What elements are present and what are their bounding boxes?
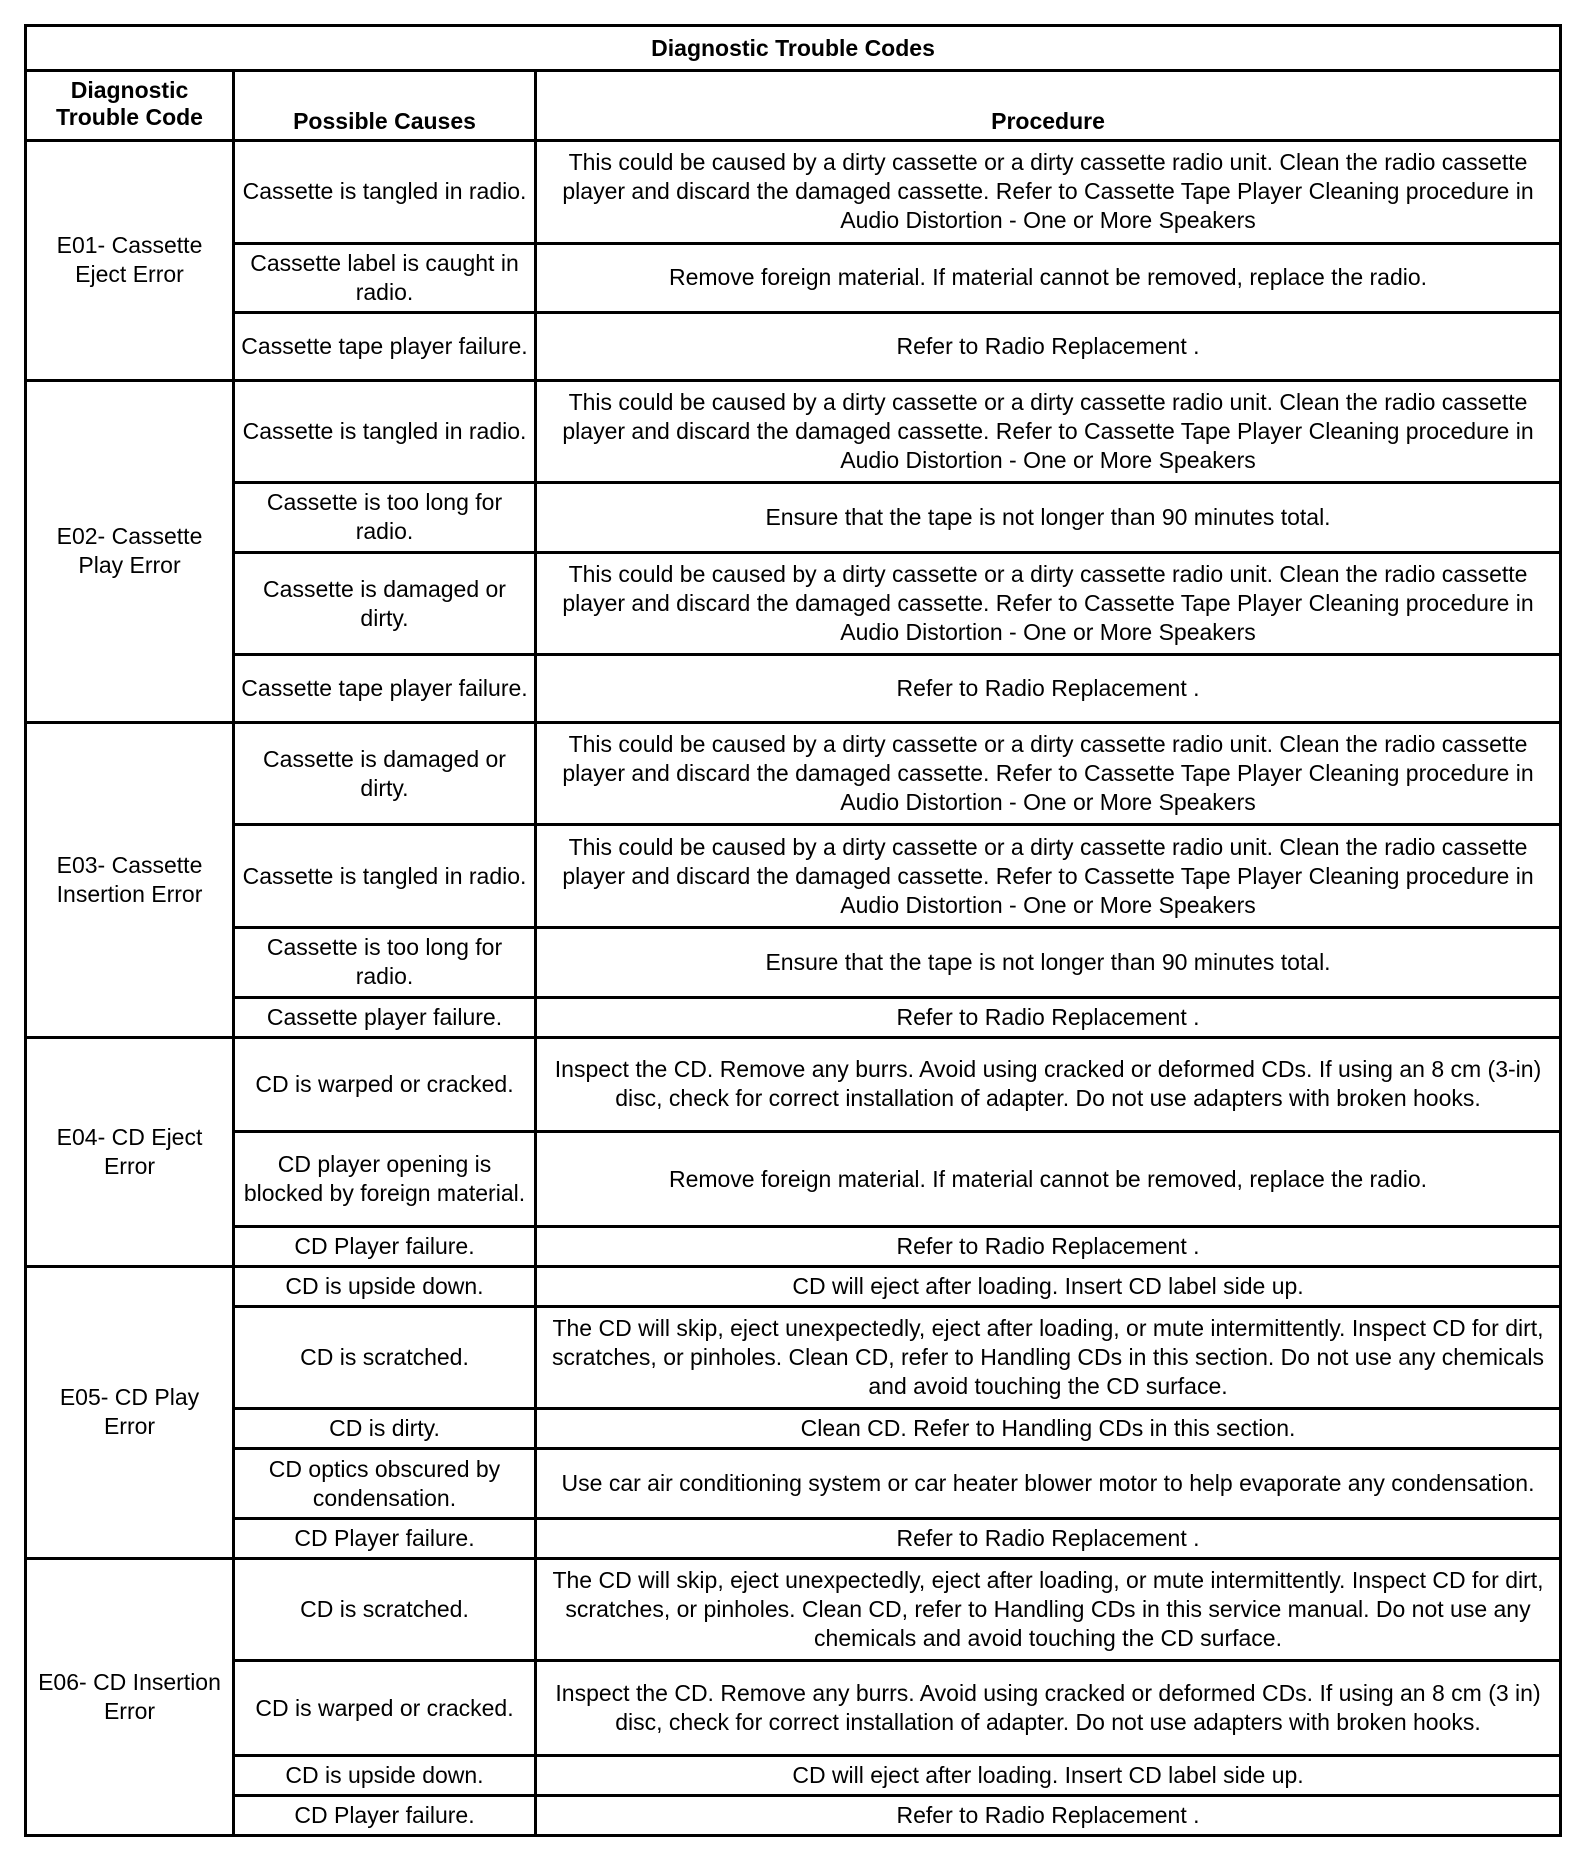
table-row (26, 1796, 1561, 1836)
table-row (26, 825, 1561, 928)
table-row (26, 313, 1561, 380)
possible-cause-cell: Cassette is too long for radio. (234, 928, 536, 998)
table-row (26, 1409, 1561, 1449)
procedure-cell: Ensure that the tape is not longer than 90 minutes total. (536, 928, 1561, 998)
possible-cause-cell: CD is scratched. (234, 1306, 536, 1409)
procedure-cell: This could be caused by a dirty cassette or a dirty cassette radio unit. Clean the radio cassette player and discard the damaged cassette. Refer to Cassette Tape Player Cleaning procedure in Audio Distortion - One or More Speakers (536, 552, 1561, 655)
procedure-cell: Refer to Radio Replacement . (536, 1226, 1561, 1266)
column-header-code: Diagnostic Trouble Code (26, 71, 234, 141)
dtc-code-cell: E02- Cassette Play Error (26, 380, 234, 722)
column-header-causes: Possible Causes (234, 71, 536, 141)
possible-cause-cell: CD is upside down. (234, 1756, 536, 1796)
possible-cause-cell: CD optics obscured by condensation. (234, 1449, 536, 1519)
table-row (26, 928, 1561, 998)
possible-cause-cell: Cassette player failure. (234, 997, 536, 1037)
table-row (26, 655, 1561, 722)
procedure-cell: Refer to Radio Replacement . (536, 655, 1561, 722)
dtc-code-cell: E03- Cassette Insertion Error (26, 722, 234, 1037)
procedure-cell: Remove foreign material. If material cannot be removed, replace the radio. (536, 1132, 1561, 1227)
possible-cause-cell: Cassette is tangled in radio. (234, 825, 536, 928)
procedure-cell: This could be caused by a dirty cassette or a dirty cassette radio unit. Clean the radio cassette player and discard the damaged cassette. Refer to Cassette Tape Player Cleaning procedure in Audio Distortion - One or More Speakers (536, 722, 1561, 825)
table-title: Diagnostic Trouble Codes (26, 26, 1561, 71)
dtc-code-cell: E01- Cassette Eject Error (26, 141, 234, 381)
procedure-cell: Use car air conditioning system or car heater blower motor to help evaporate any condensation. (536, 1449, 1561, 1519)
possible-cause-cell: Cassette label is caught in radio. (234, 243, 536, 313)
table-row (26, 1518, 1561, 1558)
dtc-code-cell: E05- CD Play Error (26, 1266, 234, 1558)
procedure-cell: CD will eject after loading. Insert CD label side up. (536, 1266, 1561, 1306)
table-row (26, 380, 1561, 483)
possible-cause-cell: Cassette is tangled in radio. (234, 141, 536, 244)
procedure-cell: CD will eject after loading. Insert CD label side up. (536, 1756, 1561, 1796)
possible-cause-cell: Cassette is too long for radio. (234, 483, 536, 553)
procedure-cell: This could be caused by a dirty cassette or a dirty cassette radio unit. Clean the radio cassette player and discard the damaged cassette. Refer to Cassette Tape Player Cleaning procedure in Audio Distortion - One or More Speakers (536, 380, 1561, 483)
possible-cause-cell: Cassette tape player failure. (234, 313, 536, 380)
table-body (26, 141, 1561, 1836)
possible-cause-cell: Cassette is damaged or dirty. (234, 722, 536, 825)
table-row (26, 1306, 1561, 1409)
procedure-cell: Refer to Radio Replacement . (536, 1796, 1561, 1836)
table-row (26, 1226, 1561, 1266)
table-title-row (26, 26, 1561, 71)
possible-cause-cell: Cassette tape player failure. (234, 655, 536, 722)
table-header (26, 26, 1561, 141)
procedure-cell: Remove foreign material. If material cannot be removed, replace the radio. (536, 243, 1561, 313)
table-row (26, 141, 1561, 244)
table-row (26, 1558, 1561, 1661)
possible-cause-cell: CD is warped or cracked. (234, 1037, 536, 1132)
possible-cause-cell: CD Player failure. (234, 1518, 536, 1558)
table-row (26, 552, 1561, 655)
table-row (26, 997, 1561, 1037)
possible-cause-cell: CD is dirty. (234, 1409, 536, 1449)
table-row (26, 1132, 1561, 1227)
procedure-cell: Inspect the CD. Remove any burrs. Avoid using cracked or deformed CDs. If using an 8 cm (3-in) disc, check for correct installation of adapter. Do not use adapters with broken hooks. (536, 1037, 1561, 1132)
possible-cause-cell: CD player opening is blocked by foreign material. (234, 1132, 536, 1227)
procedure-cell: Refer to Radio Replacement . (536, 1518, 1561, 1558)
procedure-cell: Refer to Radio Replacement . (536, 313, 1561, 380)
dtc-code-cell: E06- CD Insertion Error (26, 1558, 234, 1835)
column-header-row (26, 71, 1561, 141)
possible-cause-cell: Cassette is damaged or dirty. (234, 552, 536, 655)
table-row (26, 1266, 1561, 1306)
table-row (26, 1756, 1561, 1796)
table-row (26, 243, 1561, 313)
procedure-cell: The CD will skip, eject unexpectedly, eject after loading, or mute intermittently. Inspect CD for dirt, scratches, or pinholes. Clean CD, refer to Handling CDs in this service manual. Do not use any chemicals and avoid touching the CD surface. (536, 1558, 1561, 1661)
procedure-cell: Clean CD. Refer to Handling CDs in this section. (536, 1409, 1561, 1449)
possible-cause-cell: CD is scratched. (234, 1558, 536, 1661)
procedure-cell: Ensure that the tape is not longer than 90 minutes total. (536, 483, 1561, 553)
table-row (26, 722, 1561, 825)
table-row (26, 1037, 1561, 1132)
possible-cause-cell: CD is upside down. (234, 1266, 536, 1306)
table-row (26, 1449, 1561, 1519)
column-header-procedure: Procedure (536, 71, 1561, 141)
table-row (26, 483, 1561, 553)
diagnostic-trouble-codes-table (24, 24, 1562, 1837)
procedure-cell: This could be caused by a dirty cassette or a dirty cassette radio unit. Clean the radio cassette player and discard the damaged cassette. Refer to Cassette Tape Player Cleaning procedure in Audio Distortion - One or More Speakers (536, 825, 1561, 928)
possible-cause-cell: CD is warped or cracked. (234, 1661, 536, 1756)
procedure-cell: The CD will skip, eject unexpectedly, eject after loading, or mute intermittently. Inspect CD for dirt, scratches, or pinholes. Clean CD, refer to Handling CDs in this section. Do not use any chemicals and avoid touching the CD surface. (536, 1306, 1561, 1409)
possible-cause-cell: Cassette is tangled in radio. (234, 380, 536, 483)
procedure-cell: This could be caused by a dirty cassette or a dirty cassette radio unit. Clean the radio cassette player and discard the damaged cassette. Refer to Cassette Tape Player Cleaning procedure in Audio Distortion - One or More Speakers (536, 141, 1561, 244)
possible-cause-cell: CD Player failure. (234, 1796, 536, 1836)
dtc-code-cell: E04- CD Eject Error (26, 1037, 234, 1266)
table-row (26, 1661, 1561, 1756)
procedure-cell: Inspect the CD. Remove any burrs. Avoid using cracked or deformed CDs. If using an 8 cm (3 in) disc, check for correct installation of adapter. Do not use adapters with broken hooks. (536, 1661, 1561, 1756)
procedure-cell: Refer to Radio Replacement . (536, 997, 1561, 1037)
possible-cause-cell: CD Player failure. (234, 1226, 536, 1266)
